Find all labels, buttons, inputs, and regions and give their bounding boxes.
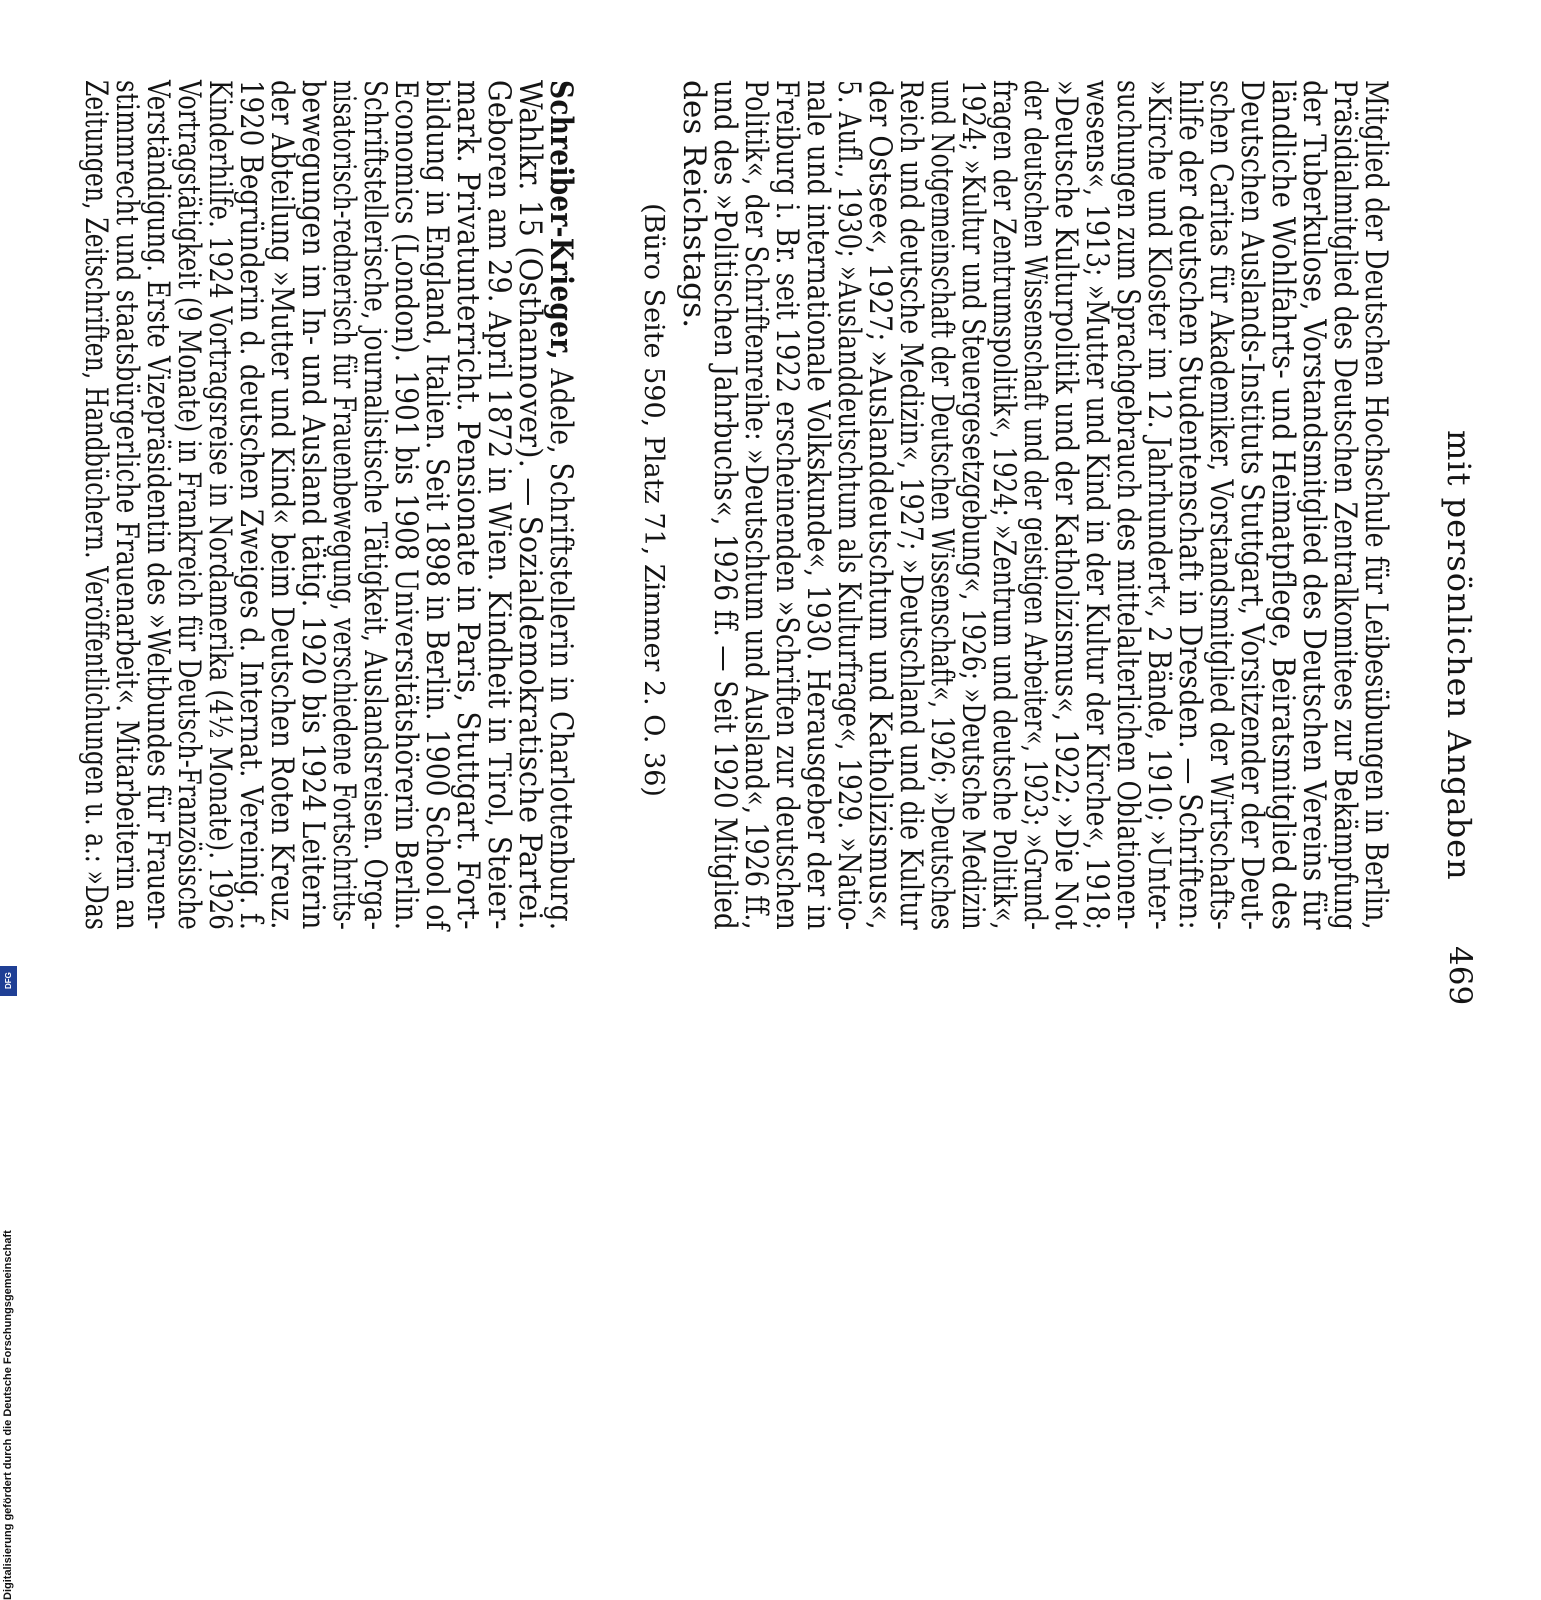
body-line: »Deutsche Kulturpolitik und der Katholizismus«, 1922; »Die Not bbox=[1048, 80, 1084, 930]
entry-line: bildung in England, Italien. Seit 1898 in Berlin. 1900 School of bbox=[419, 80, 455, 931]
body-line: Reich und deutsche Medizin«, 1927; »Deutschland und die Kultur bbox=[893, 80, 929, 930]
entry-line: Geboren am 29. April 1872 in Wien. Kindheit in Tirol, Steier- bbox=[481, 80, 517, 930]
body-line: ländliche Wohlfahrts- und Heimatpflege, Beiratsmitglied des bbox=[1265, 80, 1301, 931]
entry-line: nisatorisch-rednerisch für Frauenbewegung, verschiedene Fortschritts- bbox=[326, 80, 362, 930]
entry-line: Wahlkr. 15 (Osthannover). — Sozialdemokratische Partei. bbox=[512, 80, 548, 931]
body-line: »Kirche und Kloster im 12. Jahrhundert«, 2 Bände, 1910; »Unter- bbox=[1141, 80, 1177, 930]
body-line: der Tuberkulose, Vorstandsmitglied des Deutschen Vereins für bbox=[1296, 80, 1332, 930]
body-line: der Ostsee«, 1927; »Auslanddeutschtum und Katholizismus«, bbox=[862, 80, 898, 930]
body-line: nale und internationale Volkskunde«, 1930. Herausgeber der in bbox=[800, 80, 836, 931]
body-line: suchungen zum Sprachgebrauch des mittelalterlichen Oblationen- bbox=[1110, 80, 1146, 930]
entry-name: Schreiber-Krieger, bbox=[543, 80, 579, 360]
entry-line: bewegungen im In- und Ausland tätig. 1920 bis 1924 Leiterin bbox=[295, 80, 331, 930]
body-line: Deutschen Auslands-Instituts Stuttgart, Vorsitzender der Deut- bbox=[1234, 80, 1270, 931]
body-line: Freiburg i. Br. seit 1922 erscheinenden »Schriften zur deutschen bbox=[769, 80, 805, 930]
entry-line: Verständigung. Erste Vizepräsidentin des »Weltbundes für Frauen- bbox=[140, 80, 176, 930]
entry-line: stimmrecht und staatsbürgerliche Frauenarbeit«. Mitarbeiterin an bbox=[109, 80, 145, 930]
body-line: Präsidialmitglied des Deutschen Zentralkomitees zur Bekämpfung bbox=[1327, 80, 1363, 931]
entry-line: der Abteilung »Mutter und Kind« beim Deutschen Roten Kreuz. bbox=[264, 80, 300, 930]
body-line: des Reichstags. bbox=[676, 80, 712, 329]
page-header bbox=[1440, 0, 1478, 1006]
page-number: 469 bbox=[1442, 946, 1478, 1006]
dfg-logo: DFG bbox=[0, 966, 17, 996]
entry-line: mark. Privatunterricht. Pensionate in Paris, Stuttgart. Fort- bbox=[450, 80, 486, 930]
digitization-footer bbox=[0, 600, 20, 1600]
body-line: wesens«, 1913; »Mutter und Kind in der Kultur der Kirche«, 1918; bbox=[1079, 80, 1115, 931]
entry-line: Vortragstätigkeit (9 Monate) in Frankreich für Deutsch-Französische bbox=[171, 80, 207, 930]
body-line: Politik«, der Schriftenreihe: »Deutschtum und Ausland«, 1926 ff., bbox=[738, 80, 774, 930]
body-line: 1924; »Kultur und Steuergesetzgebung«, 1926; »Deutsche Medizin bbox=[955, 80, 991, 930]
body-line: der deutschen Wissenschaft und der geistigen Arbeiter«, 1923; »Grund- bbox=[1017, 80, 1053, 931]
body-line: Mitglied der Deutschen Hochschule für Leibesübungen in Berlin, bbox=[1358, 80, 1394, 930]
running-head: mit persönlichen Angaben bbox=[1440, 430, 1478, 881]
entry-line: Schriftstellerische, journalistische Tätigkeit, Auslandsreisen. Orga- bbox=[357, 80, 393, 931]
office-note: (Büro Seite 590, Platz 71, Zimmer 2. O. 36) bbox=[638, 203, 669, 797]
digitization-notice: Digitalisierung gefördert durch die Deutsche Forschungsgemeinschaft bbox=[2, 1230, 14, 1600]
entry-line: Kinderhilfe. 1924 Vortragsreise in Nordamerika (4½ Monate). 1926 bbox=[202, 80, 238, 930]
body-line: und des »Politischen Jahrbuchs«, 1926 ff. — Seit 1920 Mitglied bbox=[707, 80, 743, 930]
body-line: 5. Aufl., 1930; »Auslanddeutschtum als Kulturfrage«, 1929. »Natio- bbox=[831, 80, 867, 931]
entry-line: Schreiber-Krieger, Adele, Schriftstellerin in Charlottenburg. bbox=[543, 80, 579, 931]
body-line: und Notgemeinschaft der Deutschen Wissenschaft«, 1926; »Deutsches bbox=[924, 80, 960, 931]
entry-line: 1920 Begründerin d. deutschen Zweiges d. Internat. Vereinig. f. bbox=[233, 80, 269, 931]
body-line: fragen der Zentrumspolitik«, 1924; »Zentrum und deutsche Politik«, bbox=[986, 80, 1022, 930]
body-line: schen Caritas für Akademiker, Vorstandsmitglied der Wirtschafts- bbox=[1203, 80, 1239, 930]
body-line: hilfe der deutschen Studentenschaft in Dresden. — Schriften: bbox=[1172, 80, 1208, 930]
entry-line: Economics (London). 1901 bis 1908 Universitätshörerin Berlin. bbox=[388, 80, 424, 931]
entry-line: Zeitungen, Zeitschriften, Handbüchern. Veröffentlichungen u. a.: »Das bbox=[78, 80, 114, 931]
